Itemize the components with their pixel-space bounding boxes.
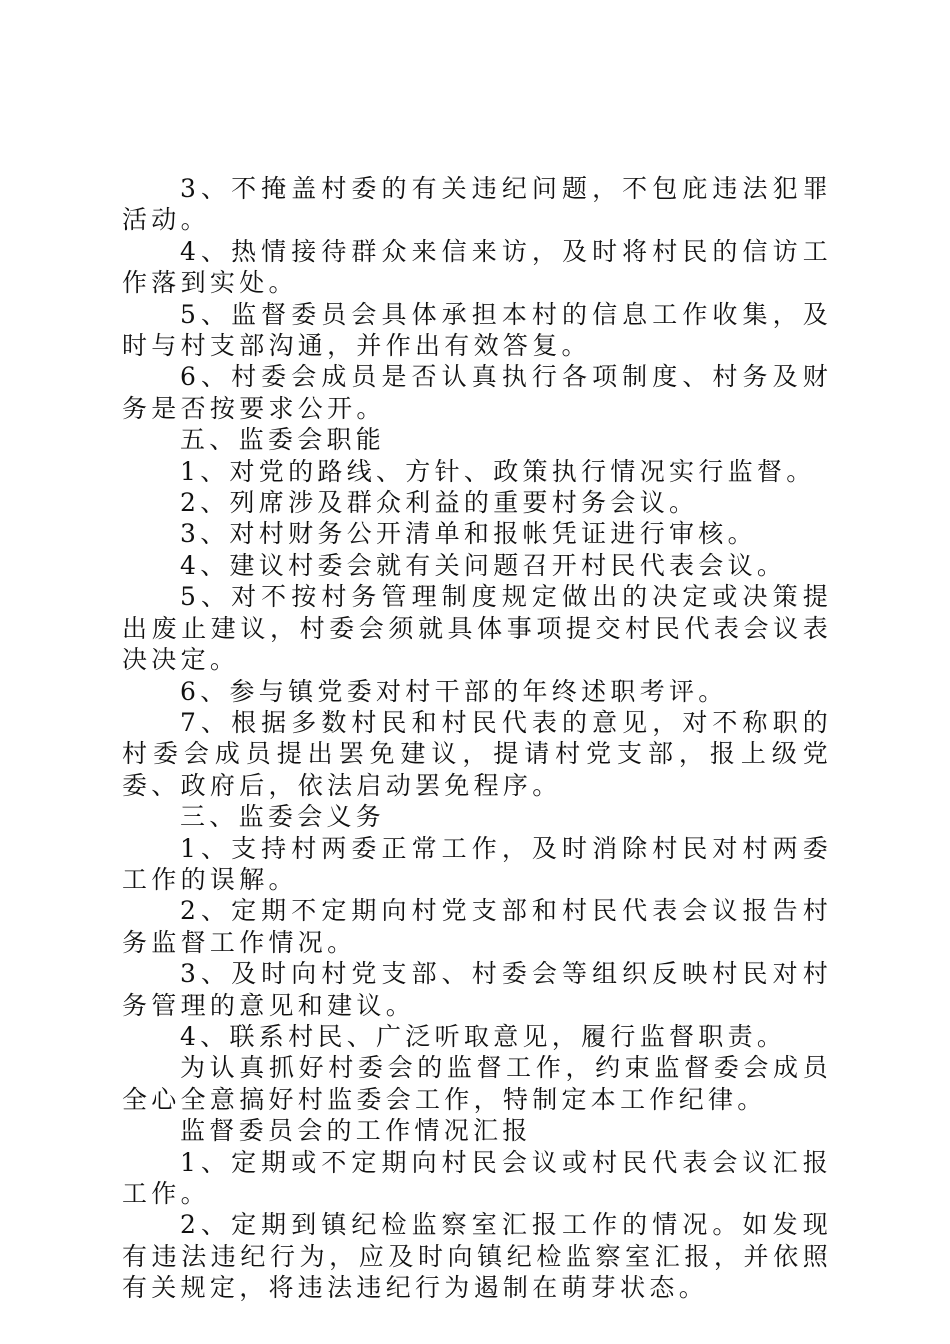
paragraph-15: 2、定期不定期向村党支部和村民代表会议报告村务监督工作情况。 xyxy=(122,896,832,957)
paragraph-21: 2、定期到镇纪检监察室汇报工作的情况。如发现有违法违纪行为，应及时向镇纪检监察室汇报，并依照有关规定，将违法违纪行为遏制在萌芽状态。 xyxy=(122,1210,832,1303)
section-heading-functions: 五、监委会职能 xyxy=(180,425,386,455)
paragraph-16: 3、及时向村党支部、村委会等组织反映村民对村务管理的意见和建议。 xyxy=(122,959,832,1020)
paragraph-6: 1、对党的路线、方针、政策执行情况实行监督。 xyxy=(180,456,816,486)
paragraph-14: 1、支持村两委正常工作，及时消除村民对村两委工作的误解。 xyxy=(122,833,832,894)
paragraph-9: 4、建议村委会就有关问题召开村民代表会议。 xyxy=(180,550,787,580)
paragraph-10: 5、对不按村务管理制度规定做出的决定或决策提出废止建议，村委会须就具体事项提交村民代表会议表决决定。 xyxy=(122,582,832,675)
paragraph-8: 3、对村财务公开清单和报帐凭证进行审核。 xyxy=(180,519,757,549)
paragraph-4: 6、村委会成员是否认真执行各项制度、村务及财务是否按要求公开。 xyxy=(122,362,832,423)
document-body xyxy=(122,173,832,1304)
paragraph-20: 1、定期或不定期向村民会议或村民代表会议汇报工作。 xyxy=(122,1147,832,1208)
section-heading-report: 监督委员会的工作情况汇报 xyxy=(180,1116,532,1146)
paragraph-1: 3、不掩盖村委的有关违纪问题，不包庇违法犯罪活动。 xyxy=(122,174,832,235)
paragraph-12: 7、根据多数村民和村民代表的意见，对不称职的村委会成员提出罢免建议，提请村党支部，报上级党委、政府后，依法启动罢免程序。 xyxy=(122,707,832,800)
paragraph-2: 4、热情接待群众来信来访，及时将村民的信访工作落到实处。 xyxy=(122,236,832,298)
paragraph-3: 5、监督委员会具体承担本村的信息工作收集，及时与村支部沟通，并作出有效答复。 xyxy=(122,299,832,361)
paragraph-18: 为认真抓好村委会的监督工作，约束监督委会成员全心全意搞好村监委会工作，特制定本工作纪律。 xyxy=(122,1053,832,1114)
paragraph-7: 2、列席涉及群众利益的重要村务会议。 xyxy=(180,488,699,518)
paragraph-17: 4、联系村民、广泛听取意见，履行监督职责。 xyxy=(180,1021,787,1051)
paragraph-11: 6、参与镇党委对村干部的年终述职考评。 xyxy=(180,676,728,706)
section-heading-obligations: 三、监委会义务 xyxy=(180,802,386,832)
